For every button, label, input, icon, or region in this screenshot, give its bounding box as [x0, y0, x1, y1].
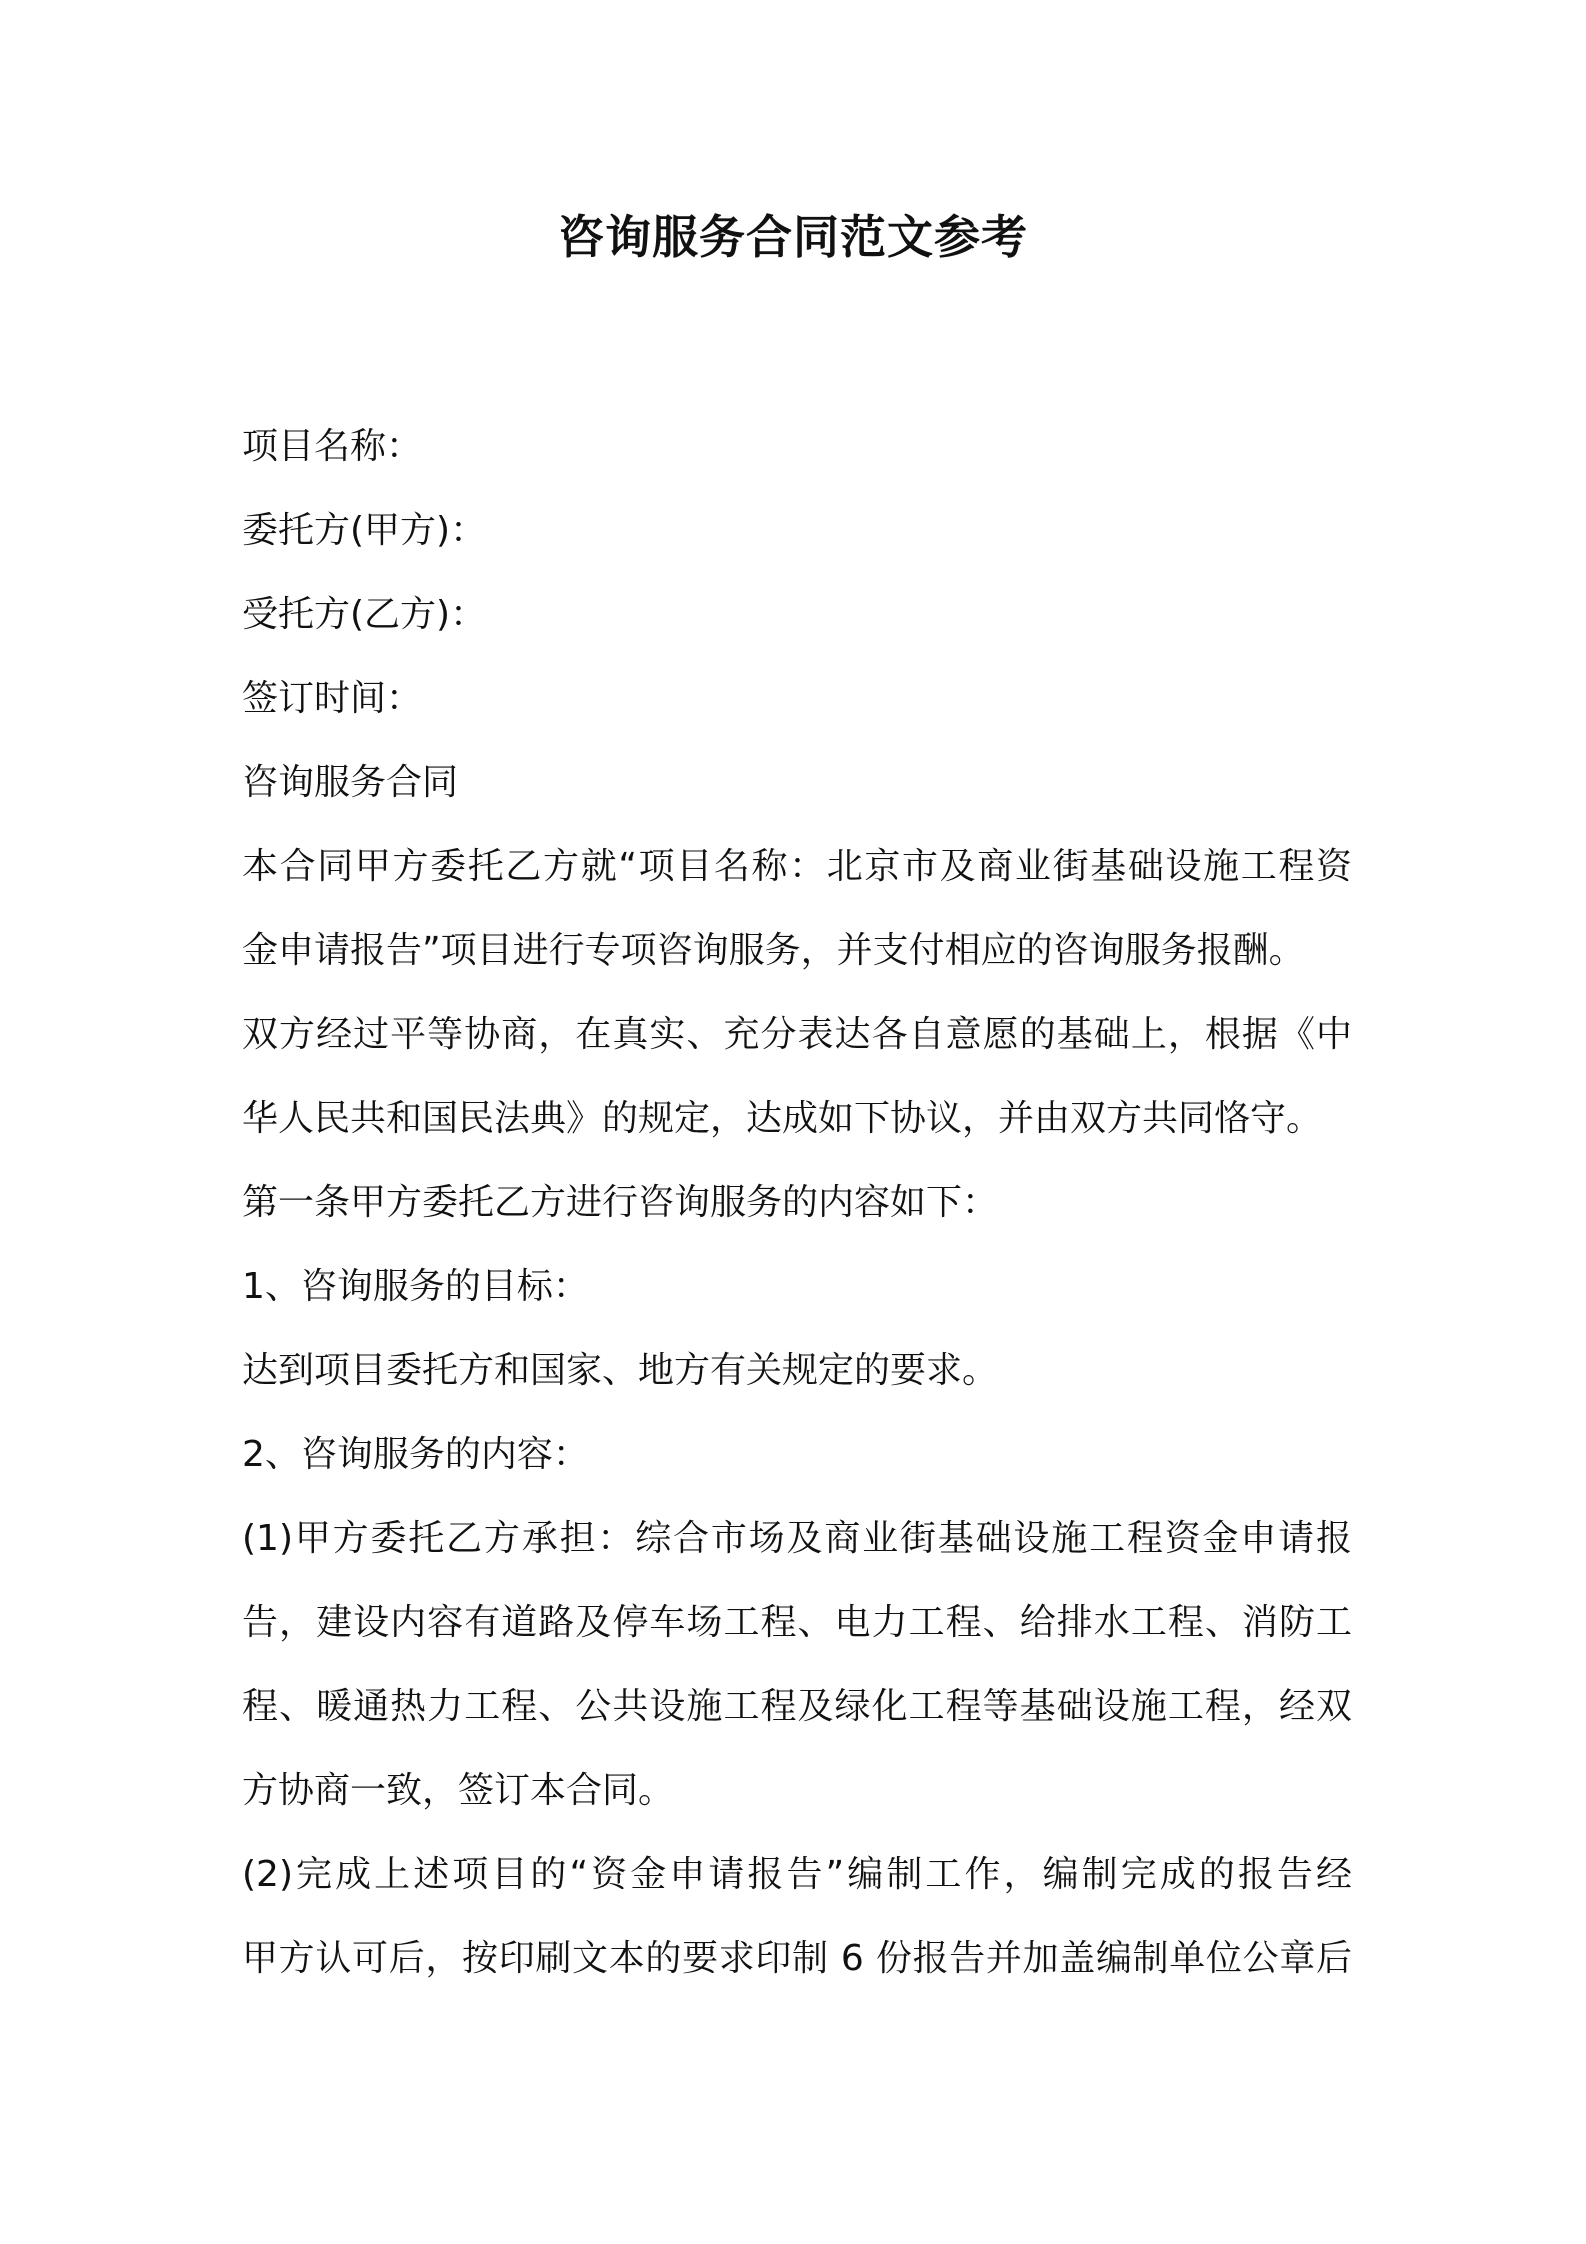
paragraph-line: 达到项目委托方和国家、地方有关规定的要求。	[242, 1350, 999, 1391]
field-signing-date: 签订时间：	[242, 678, 423, 719]
paragraph-line: 金申请报告”项目进行专项咨询服务，并支付相应的咨询服务报酬。	[242, 930, 1305, 971]
paragraph-line: 告，建设内容有道路及停车场工程、电力工程、给排水工程、消防工	[242, 1602, 1352, 1643]
paragraph-line: 甲方认可后，按印刷文本的要求印制 6 份报告并加盖编制单位公章后	[242, 1938, 1352, 1979]
paragraph-line: 方协商一致，签订本合同。	[242, 1770, 675, 1811]
list-item-heading: 2、咨询服务的内容：	[242, 1434, 589, 1475]
paragraph-line: (1)甲方委托乙方承担：综合市场及商业街基础设施工程资金申请报	[242, 1518, 1352, 1559]
paragraph-line: 程、暖通热力工程、公共设施工程及绿化工程等基础设施工程，经双	[242, 1686, 1352, 1727]
article-heading: 第一条甲方委托乙方进行咨询服务的内容如下：	[242, 1182, 999, 1223]
section-heading: 咨询服务合同	[242, 762, 459, 803]
field-project-name: 项目名称：	[242, 426, 423, 467]
document-title: 咨询服务合同范文参考	[558, 210, 1028, 264]
document-body	[242, 405, 1352, 2001]
paragraph-line: 双方经过平等协商，在真实、充分表达各自意愿的基础上，根据《中	[242, 1014, 1352, 1055]
field-contractor-party-b: 受托方(乙方)：	[242, 594, 487, 635]
paragraph-line: 华人民共和国民法典》的规定，达成如下协议，并由双方共同恪守。	[242, 1098, 1323, 1139]
paragraph-line: 本合同甲方委托乙方就“项目名称：北京市及商业街基础设施工程资	[242, 846, 1352, 887]
paragraph-line: (2)完成上述项目的“资金申请报告”编制工作，编制完成的报告经	[242, 1854, 1352, 1895]
field-client-party-a: 委托方(甲方)：	[242, 510, 487, 551]
list-item-heading: 1、咨询服务的目标：	[242, 1266, 589, 1307]
